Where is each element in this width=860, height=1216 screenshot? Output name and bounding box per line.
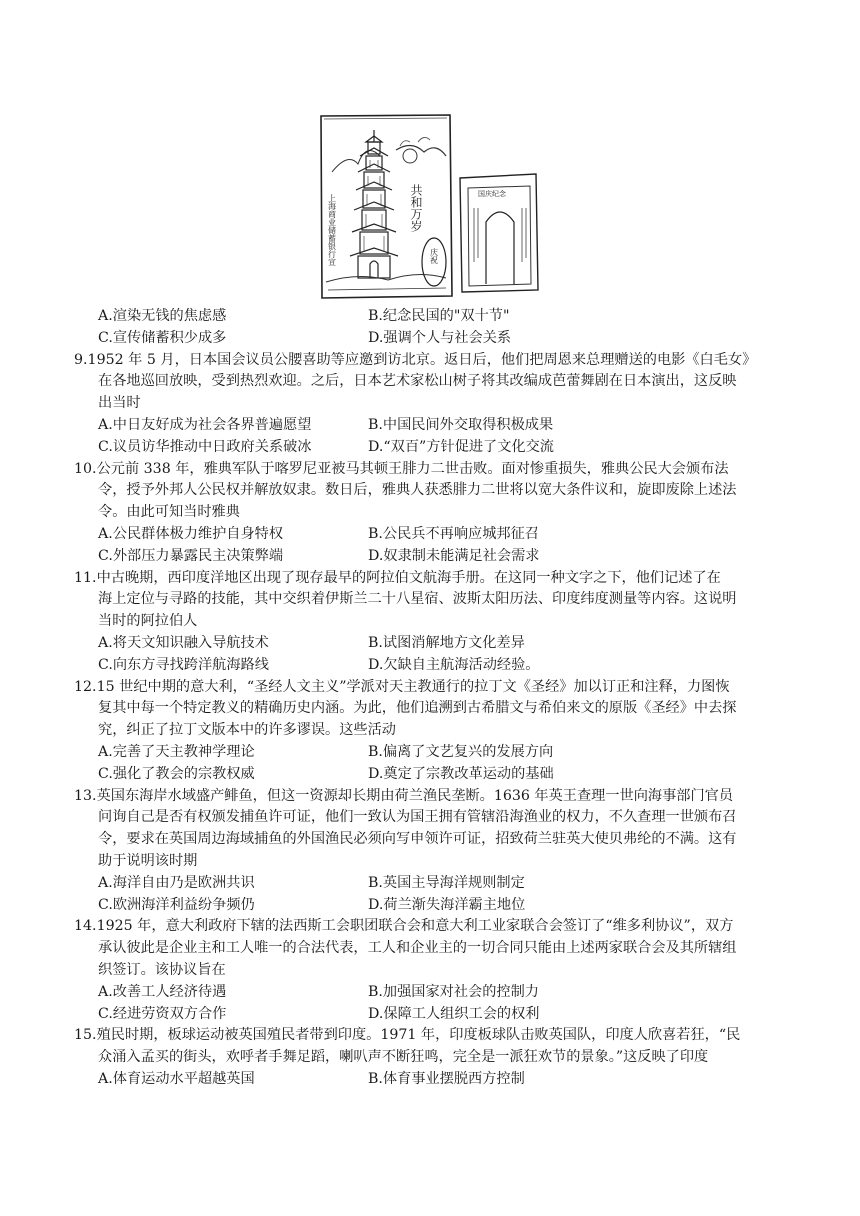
question-stem-continued: 当时的阿拉伯人 <box>98 613 198 630</box>
figure-vertical-text: 上海商业储蓄银行宣 <box>327 194 337 266</box>
option-d[interactable]: D.“双百”方针促进了文化交流 <box>368 438 554 455</box>
figure-center-text: 共和万岁 <box>409 184 423 232</box>
question-8-options-row-2 <box>74 328 810 350</box>
options-row <box>74 1004 810 1026</box>
options-row <box>74 655 810 677</box>
option-d[interactable]: D.奴隶制未能满足社会需求 <box>368 547 540 564</box>
options-row <box>74 895 810 917</box>
question-8-illustration <box>318 112 540 302</box>
question-9 <box>74 350 810 459</box>
option-c[interactable]: C.经进劳资双方合作 <box>98 1005 227 1022</box>
question-stem-continued: 在各地巡回放映，受到热烈欢迎。之后，日本艺术家松山树子将其改编成芭蕾舞剧在日本演出，这反映 <box>98 373 737 390</box>
option-a[interactable]: A.完善了天主教神学理论 <box>98 743 255 760</box>
figure-gate-text: 国庆纪念 <box>478 190 506 198</box>
option-a[interactable]: A.渲染无钱的焦虑感 <box>98 308 227 324</box>
question-stem-continued: 助于说明该时期 <box>98 852 198 869</box>
question-stem-continued: 织签订。该协议旨在 <box>98 961 226 978</box>
question-13 <box>74 786 810 917</box>
question-stem-continued: 令，授予外邦人公民权并解放奴隶。数日后，雅典人获悉腓力二世将以宽大条件议和，旋即废除上述法 <box>98 482 737 499</box>
question-stem-continued: 令，要求在英国周边海域捕鱼的外国渔民必须向写申领许可证，招致荷兰驻英大使贝弗纶的不满。这有 <box>98 831 737 848</box>
question-stem-continued: 承认彼此是企业主和工人唯一的合法代表，工人和企业主的一切合同只能由上述两家联合会及其所辖组 <box>98 940 737 957</box>
question-stem: 13.英国东海岸水域盛产鲱鱼，但这一资源却长期由荷兰渔民垄断。1636 年英王查理一世向海事部门官员 <box>74 787 734 804</box>
option-c[interactable]: C.欧洲海洋利益纷争频仍 <box>98 896 255 913</box>
option-c[interactable]: C.外部压力暴露民主决策弊端 <box>98 547 284 564</box>
option-a[interactable]: A.将天文知识融入导航技术 <box>98 634 269 651</box>
question-stem: 9.1952 年 5 月，日本国会议员公腰喜助等应邀到访北京。返日后，他们把周恩来总理赠送的电影《白毛女》 <box>74 351 757 368</box>
question-12 <box>74 677 810 786</box>
question-stem: 12.15 世纪中期的意大利，“圣经人文主义”学派对天主教通行的拉丁文《圣经》加以订正和注释，力图恢 <box>74 678 730 695</box>
option-b[interactable]: B.中国民间外交取得积极成果 <box>368 416 554 433</box>
question-stem: 14.1925 年，意大利政府下辖的法西斯工会职团联合会和意大利工业家联合会签订了“维多利协议”，双方 <box>74 918 734 935</box>
option-a[interactable]: A.公民群体极力维护自身特权 <box>98 525 284 542</box>
option-c[interactable]: C.宣传储蓄积少成多 <box>98 329 227 346</box>
question-stem-continued: 众涌入孟买的街头，欢呼者手舞足蹈，喇叭声不断狂鸣，完全是一派狂欢节的景象。”这反映了印度 <box>98 1049 709 1066</box>
question-stem-continued: 究，纠正了拉丁文版本中的许多谬误。这些活动 <box>98 722 396 739</box>
option-d[interactable]: D.奠定了宗教改革运动的基础 <box>368 765 554 782</box>
options-row <box>74 764 810 786</box>
option-a[interactable]: A.体育运动水平超越英国 <box>98 1070 255 1087</box>
option-d[interactable]: D.荷兰渐失海洋霸主地位 <box>368 896 526 913</box>
options-row <box>74 633 810 655</box>
question-8-options-row-1 <box>74 306 810 328</box>
option-b[interactable]: B.加强国家对社会的控制力 <box>368 983 539 1000</box>
question-stem-continued: 海上定位与寻路的技能，其中交织着伊斯兰二十八星宿、波斯太阳历法、印度纬度测量等内容。这说明 <box>98 591 737 608</box>
question-stem-continued: 问询自己是否有权颁发捕鱼许可证，他们一致认为国王拥有管辖沿海渔业的权力，不久查理一世颁布召 <box>98 809 737 826</box>
option-b[interactable]: B.公民兵不再响应城邦征召 <box>368 525 539 542</box>
option-d[interactable]: D.强调个人与社会关系 <box>368 329 512 346</box>
question-10 <box>74 459 810 568</box>
option-d[interactable]: D.保障工人组织工会的权利 <box>368 1005 540 1022</box>
options-row <box>74 742 810 764</box>
options-row <box>74 1069 810 1091</box>
question-stem: 15.殖民时期，板球运动被英国殖民者带到印度。1971 年，印度板球队击败英国队，印度人欣喜若狂，“民 <box>74 1027 741 1044</box>
option-a[interactable]: A.海洋自由乃是欧洲共识 <box>98 874 255 891</box>
option-c[interactable]: C.向东方寻找跨洋航海路线 <box>98 656 269 673</box>
option-a[interactable]: A.中日友好成为社会各界普遍愿望 <box>98 416 312 433</box>
options-row <box>74 982 810 1004</box>
question-stem-continued: 出当时 <box>98 395 141 412</box>
option-b[interactable]: B.偏离了文艺复兴的发展方向 <box>368 743 554 760</box>
option-b[interactable]: B.体育事业摆脱西方控制 <box>368 1070 525 1087</box>
question-stem: 11.中古晚期，西印度洋地区出现了现存最早的阿拉伯文航海手册。在这同一种文字之下，他们记述了在 <box>74 569 721 586</box>
question-stem-continued: 令。由此可知当时雅典 <box>98 504 240 521</box>
question-15 <box>74 1025 810 1090</box>
question-stem-continued: 复其中每一个特定教义的精确历史内涵。为此，他们追溯到古希腊文与希伯来文的原版《圣经》中去探 <box>98 700 737 717</box>
question-text-block <box>74 306 810 1091</box>
option-a[interactable]: A.改善工人经济待遇 <box>98 983 227 1000</box>
question-14 <box>74 916 810 1025</box>
option-d[interactable]: D.欠缺自主航海活动经验。 <box>368 656 540 673</box>
options-row <box>74 415 810 437</box>
option-b[interactable]: B.英国主导海洋规则制定 <box>368 874 525 891</box>
options-row <box>74 437 810 459</box>
option-c[interactable]: C.强化了教会的宗教权威 <box>98 765 255 782</box>
options-row <box>74 546 810 568</box>
question-list <box>74 350 810 1091</box>
figure-stamp-text: 庆祝 <box>429 248 439 264</box>
question-11 <box>74 568 810 677</box>
option-b[interactable]: B.纪念民国的"双十节" <box>368 308 510 324</box>
question-stem: 10.公元前 338 年，雅典军队于喀罗尼亚被马其顿王腓力二世击败。面对惨重损失，雅典公民大会颁布法 <box>74 460 729 477</box>
options-row <box>74 524 810 546</box>
option-b[interactable]: B.试图消解地方文化差异 <box>368 634 525 651</box>
option-c[interactable]: C.议员访华推动中日政府关系破冰 <box>98 438 312 455</box>
options-row <box>74 873 810 895</box>
